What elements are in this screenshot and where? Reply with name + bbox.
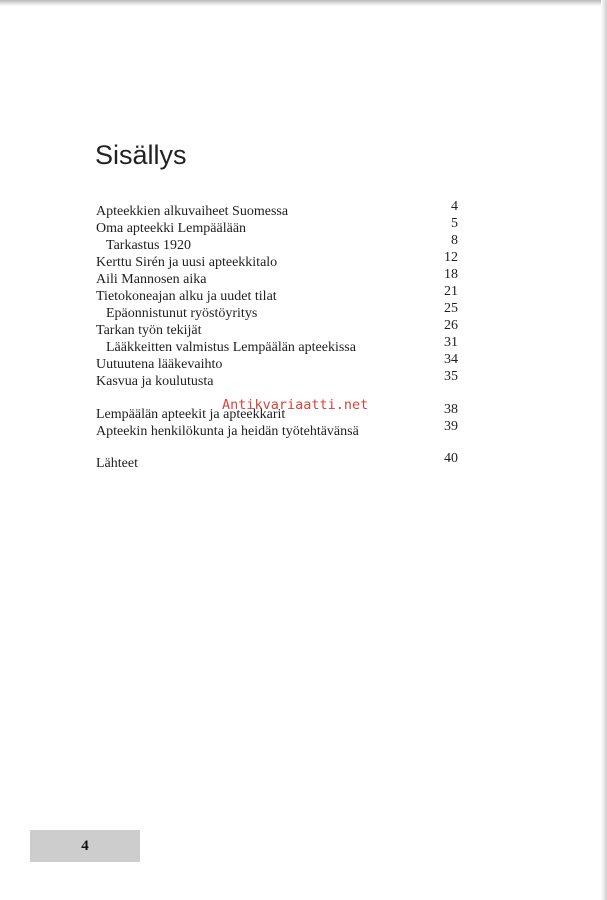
toc-entry-page: 40	[444, 451, 458, 466]
page-title: Sisällys	[95, 140, 187, 170]
toc-entry-page: 4	[451, 199, 458, 214]
toc-entry	[96, 250, 458, 271]
toc-entry-label: Apteekkien alkuvaiheet Suomessa	[96, 204, 289, 219]
toc-entry	[96, 451, 458, 472]
toc-subentry	[96, 301, 458, 322]
toc-entry	[96, 199, 458, 220]
toc-entry-label: Kerttu Sirén ja uusi apteekkitalo	[96, 255, 278, 270]
toc-entry-page: 39	[444, 419, 458, 434]
toc-entry-page: 34	[444, 352, 458, 367]
toc-entry	[96, 369, 458, 390]
toc-entry	[96, 318, 458, 339]
toc-entry-label: Lähteet	[96, 456, 138, 471]
toc-entry-label: Tarkastus 1920	[106, 238, 191, 253]
toc-entry-page: 26	[444, 318, 458, 333]
toc-entry	[96, 267, 458, 288]
toc-entry-label: Aili Mannosen aika	[96, 272, 207, 287]
toc-entry	[96, 216, 458, 237]
toc-entry-page: 38	[444, 402, 458, 417]
toc-entry-label: Uutuutena lääkevaihto	[96, 357, 223, 372]
toc-entry-page: 8	[451, 233, 458, 248]
toc-entry-page: 35	[444, 369, 458, 384]
toc-entry	[96, 352, 458, 373]
toc-entry-label: Lempäälän apteekit ja apteekkarit	[96, 407, 286, 422]
toc-entry-label: Tarkan työn tekijät	[96, 323, 202, 338]
toc-entry	[96, 284, 458, 305]
toc-entry-page: 18	[444, 267, 458, 282]
toc-subentry	[96, 233, 458, 254]
toc-entry-page: 12	[444, 250, 458, 265]
toc-entry-label: Kasvua ja koulutusta	[96, 374, 214, 389]
toc-subentry	[96, 335, 458, 356]
toc-entry-label: Lääkkeitten valmistus Lempäälän apteekissa	[106, 340, 356, 355]
watermark: Antikvariaatti.net	[222, 397, 369, 413]
page-number: 4	[81, 838, 89, 854]
page-number-box	[30, 830, 140, 862]
toc-entry-label: Epäonnistunut ryöstöyritys	[106, 306, 258, 321]
toc-entry-page: 21	[444, 284, 458, 299]
toc-entry	[96, 419, 458, 440]
toc-entry-page: 25	[444, 301, 458, 316]
toc-entry-label: Oma apteekki Lempäälään	[96, 221, 247, 236]
toc-entry-label: Apteekin henkilökunta ja heidän työtehtävänsä	[96, 424, 359, 439]
toc-entry-label: Tietokoneajan alku ja uudet tilat	[96, 289, 277, 304]
toc-entry-page: 31	[444, 335, 458, 350]
toc-entry-page: 5	[451, 216, 458, 231]
